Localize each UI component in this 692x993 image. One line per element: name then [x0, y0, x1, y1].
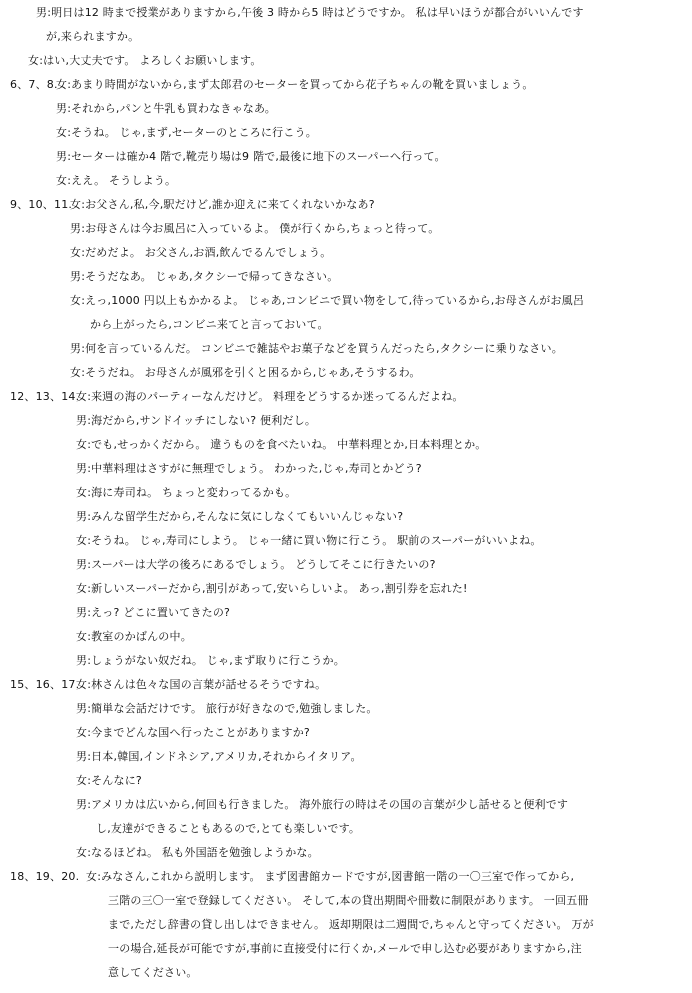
line-text: 女:お父さん,私,今,駅だけど,誰か迎えに来てくれないかなあ? [70, 198, 375, 211]
line-text: 男:明日は12 時まで授業がありますから,午後 3 時から5 時はどうですか。 私は早いほうが都合がいいんです [36, 6, 584, 19]
line-text: 女:ええ。 そうしよう。 [56, 174, 177, 187]
question-number: 12、13、14. [10, 390, 80, 403]
line-text: 女:だめだよ。 お父さん,お酒,飲んでるんでしょう。 [70, 246, 332, 259]
line-text: 女:そうね。 じゃ,寿司にしよう。 じゃ一緒に買い物に行こう。 駅前のスーパーがいいよね。 [76, 534, 542, 547]
line-text: 意してください。 [108, 966, 198, 979]
line-text: 男:それから,パンと牛乳も買わなきゃなあ。 [56, 102, 276, 115]
line-text: 女:あまり時間がないから,まず太郎君のセーターを買ってから花子ちゃんの靴を買いましょう。 [56, 78, 534, 91]
line-text: 女:でも,せっかくだから。 違うものを食べたいね。 中華料理とか,日本料理とか。 [76, 438, 487, 451]
line-text: 女:えっ,1000 円以上もかかるよ。 じゃあ,コンビニで買い物をして,待っているから,お母さんがお風呂 [70, 294, 585, 307]
question-number: 15、16、17. [10, 678, 80, 691]
line-text: 男:日本,韓国,インドネシア,アメリカ,それからイタリア。 [76, 750, 362, 763]
line-text: が,来られますか。 [46, 30, 140, 43]
line-text: 男:お母さんは今お風呂に入っているよ。 僕が行くから,ちょっと待って。 [70, 222, 440, 235]
line-text: 男:セーターは確か4 階で,靴売り場は9 階で,最後に地下のスーパーへ行って。 [56, 150, 446, 163]
line-text: 女:今までどんな国へ行ったことがありますか? [76, 726, 310, 739]
line-text: 女:そうだね。 お母さんが風邪を引くと困るから,じゃあ,そうするわ。 [70, 366, 421, 379]
question-number: 6、7、8. [10, 78, 58, 91]
question-number: 9、10、11. [10, 198, 73, 211]
line-text: 男:そうだなあ。 じゃあ,タクシーで帰ってきなさい。 [70, 270, 339, 283]
line-text: 男:簡単な会話だけです。 旅行が好きなので,勉強しました。 [76, 702, 378, 715]
line-text: 男:みんな留学生だから,そんなに気にしなくてもいいんじゃない? [76, 510, 404, 523]
line-text: 女:そんなに? [76, 774, 142, 787]
line-text: 男:海だから,サンドイッチにしない? 便利だし。 [76, 414, 317, 427]
line-text: 男:しょうがない奴だね。 じゃ,まず取りに行こうか。 [76, 654, 345, 667]
line-text: から上がったら,コンビニ来てと言っておいて。 [90, 318, 329, 331]
line-text: 男:えっ? どこに置いてきたの? [76, 606, 231, 619]
line-text: 男:スーパーは大学の後ろにあるでしょう。 どうしてそこに行きたいの? [76, 558, 436, 571]
line-text: 女:そうね。 じゃ,まず,セーターのところに行こう。 [56, 126, 317, 139]
line-text: 女:みなさん,これから説明します。 まず図書館カードですが,図書館一階の一〇三室で作ってから, [86, 870, 575, 883]
line-text: 女:なるほどね。 私も外国語を勉強しようかな。 [76, 846, 319, 859]
question-number: 18、19、20. [10, 870, 80, 883]
line-text: 女:教室のかばんの中。 [76, 630, 192, 643]
line-text: 女:新しいスーパーだから,割引があって,安いらしいよ。 あっ,割引券を忘れた! [76, 582, 468, 595]
line-text: 男:何を言っているんだ。 コンビニで雑誌やお菓子などを買うんだったら,タクシーに乗りなさい。 [70, 342, 563, 355]
line-text: 三階の三〇一室で登録してください。 そして,本の貸出期間や冊数に制限があります。 一回五冊 [108, 894, 589, 907]
line-text: 男:アメリカは広いから,何回も行きました。 海外旅行の時はその国の言葉が少し話せると便利です [76, 798, 569, 811]
line-text: 一の場合,延長が可能ですが,事前に直接受付に行くか,メールで申し込む必要がありますから,注 [108, 942, 582, 955]
line-text: 女:海に寿司ね。 ちょっと変わってるかも。 [76, 486, 297, 499]
line-text: まで,ただし辞書の貸し出しはできません。 返却期限は二週間で,ちゃんと守ってください。 万が [108, 918, 594, 931]
line-text: 女:林さんは色々な国の言葉が話せるそうですね。 [76, 678, 327, 691]
line-text: 女:来週の海のパーティーなんだけど。 料理をどうするか迷ってるんだよね。 [76, 390, 464, 403]
line-text: 男:中華料理はさすがに無理でしょう。 わかった,じゃ,寿司とかどう? [76, 462, 422, 475]
line-text: 女:はい,大丈夫です。 よろしくお願いします。 [28, 54, 262, 67]
line-text: し,友達ができることもあるので,とても楽しいです。 [96, 822, 361, 835]
